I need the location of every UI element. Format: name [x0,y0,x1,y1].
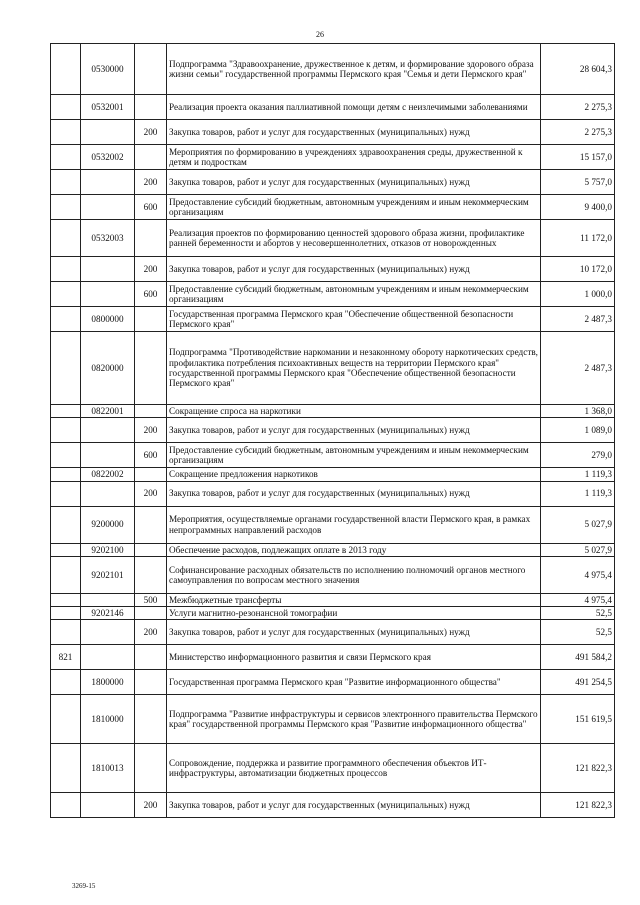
item-name-cell: Сокращение предложения наркотиков [167,468,541,481]
expense-type-code-cell [135,506,167,543]
amount-cell: 1 119,3 [541,481,615,506]
target-article-code-cell: 0532001 [81,95,135,120]
item-name-cell: Межбюджетные трансферты [167,593,541,606]
ministry-code-cell [51,307,81,332]
ministry-code-cell [51,145,81,170]
expense-type-code-cell: 500 [135,593,167,606]
item-name-cell: Обеспечение расходов, подлежащих оплате в 2013 году [167,543,541,556]
table-row [51,556,615,593]
table-row [51,220,615,257]
target-article-code-cell [81,645,135,670]
expense-type-code-cell [135,744,167,793]
expense-type-code-cell [135,695,167,744]
item-name-cell: Закупка товаров, работ и услуг для государственных (муниципальных) нужд [167,793,541,818]
ministry-code-cell [51,556,81,593]
ministry-code-cell [51,44,81,95]
item-name-cell: Софинансирование расходных обязательств по исполнению полномочий органов местного самоуправления по вопросам местного значения [167,556,541,593]
ministry-code-cell [51,405,81,418]
item-name-cell: Реализация проекта оказания паллиативной помощи детям с неизлечимыми заболеваниями [167,95,541,120]
ministry-code-cell [51,670,81,695]
table-row [51,332,615,405]
table-row [51,307,615,332]
ministry-code-cell [51,282,81,307]
expense-type-code-cell: 200 [135,418,167,443]
expense-type-code-cell: 600 [135,282,167,307]
ministry-code-cell [51,220,81,257]
target-article-code-cell: 0532002 [81,145,135,170]
table-row [51,506,615,543]
target-article-code-cell: 9202100 [81,543,135,556]
amount-cell: 121 822,3 [541,744,615,793]
target-article-code-cell: 0822002 [81,468,135,481]
table-row [51,481,615,506]
budget-table-body [51,44,615,818]
ministry-code-cell [51,468,81,481]
amount-cell: 11 172,0 [541,220,615,257]
target-article-code-cell [81,257,135,282]
ministry-code-cell: 821 [51,645,81,670]
target-article-code-cell: 1810000 [81,695,135,744]
table-row [51,593,615,606]
ministry-code-cell [51,543,81,556]
expense-type-code-cell: 600 [135,195,167,220]
expense-type-code-cell: 200 [135,620,167,645]
amount-cell: 4 975,4 [541,556,615,593]
target-article-code-cell [81,120,135,145]
target-article-code-cell [81,481,135,506]
expense-type-code-cell [135,332,167,405]
item-name-cell: Министерство информационного развития и связи Пермского края [167,645,541,670]
ministry-code-cell [51,506,81,543]
table-row [51,257,615,282]
table-row [51,443,615,468]
item-name-cell: Мероприятия, осуществляемые органами государственной власти Пермского края, в рамках непрограммных направлений расходов [167,506,541,543]
table-row [51,744,615,793]
ministry-code-cell [51,593,81,606]
expense-type-code-cell [135,645,167,670]
amount-cell: 491 584,2 [541,645,615,670]
target-article-code-cell [81,793,135,818]
amount-cell: 2 275,3 [541,120,615,145]
table-row [51,282,615,307]
target-article-code-cell: 0530000 [81,44,135,95]
ministry-code-cell [51,120,81,145]
table-row [51,607,615,620]
item-name-cell: Сопровождение, поддержка и развитие программного обеспечения объектов ИТ-инфраструктуры, автоматизации бюджетных процессов [167,744,541,793]
expense-type-code-cell [135,556,167,593]
expense-type-code-cell [135,44,167,95]
item-name-cell: Предоставление субсидий бюджетным, автономным учреждениям и иным некоммерческим организациям [167,195,541,220]
expense-type-code-cell [135,220,167,257]
item-name-cell: Предоставление субсидий бюджетным, автономным учреждениям и иным некоммерческим организациям [167,443,541,468]
amount-cell: 1 000,0 [541,282,615,307]
target-article-code-cell: 0820000 [81,332,135,405]
item-name-cell: Реализация проектов по формированию ценностей здорового образа жизни, профилактике ранней беременности и абортов у несовершеннолетних, отказов от новорожденных [167,220,541,257]
item-name-cell: Предоставление субсидий бюджетным, автономным учреждениям и иным некоммерческим организациям [167,282,541,307]
target-article-code-cell: 0532003 [81,220,135,257]
expense-type-code-cell [135,145,167,170]
item-name-cell: Сокращение спроса на наркотики [167,405,541,418]
expense-type-code-cell [135,607,167,620]
expense-type-code-cell: 200 [135,793,167,818]
target-article-code-cell: 9202101 [81,556,135,593]
item-name-cell: Подпрограмма "Противодействие наркомании и незаконному обороту наркотических средств, профилактика потребления психоактивных веществ на территории Пермского края" государственной программы Пермского края "Обеспечение общественной безопасности Пермского края" [167,332,541,405]
amount-cell: 2 487,3 [541,307,615,332]
amount-cell: 151 619,5 [541,695,615,744]
item-name-cell: Закупка товаров, работ и услуг для государственных (муниципальных) нужд [167,418,541,443]
expense-type-code-cell: 200 [135,170,167,195]
amount-cell: 4 975,4 [541,593,615,606]
table-row [51,418,615,443]
ministry-code-cell [51,332,81,405]
amount-cell: 121 822,3 [541,793,615,818]
item-name-cell: Закупка товаров, работ и услуг для государственных (муниципальных) нужд [167,170,541,195]
target-article-code-cell [81,170,135,195]
item-name-cell: Закупка товаров, работ и услуг для государственных (муниципальных) нужд [167,481,541,506]
item-name-cell: Государственная программа Пермского края "Обеспечение общественной безопасности Пермского края" [167,307,541,332]
expense-type-code-cell [135,307,167,332]
target-article-code-cell: 1800000 [81,670,135,695]
amount-cell: 9 400,0 [541,195,615,220]
item-name-cell: Услуги магнитно-резонансной томографии [167,607,541,620]
expense-type-code-cell [135,468,167,481]
expense-type-code-cell [135,543,167,556]
target-article-code-cell [81,443,135,468]
amount-cell: 5 757,0 [541,170,615,195]
expense-type-code-cell: 600 [135,443,167,468]
target-article-code-cell: 0822001 [81,405,135,418]
amount-cell: 5 027,9 [541,543,615,556]
table-row [51,120,615,145]
expense-type-code-cell: 200 [135,257,167,282]
expense-type-code-cell: 200 [135,120,167,145]
table-row [51,145,615,170]
item-name-cell: Мероприятия по формированию в учреждениях здравоохранения среды, дружественной к детям и подросткам [167,145,541,170]
ministry-code-cell [51,607,81,620]
item-name-cell: Подпрограмма "Развитие инфраструктуры и сервисов электронного правительства Пермского края" государственной программы Пермского края "Развитие информационного общества" [167,695,541,744]
amount-cell: 1 119,3 [541,468,615,481]
amount-cell: 10 172,0 [541,257,615,282]
item-name-cell: Закупка товаров, работ и услуг для государственных (муниципальных) нужд [167,257,541,282]
target-article-code-cell: 9200000 [81,506,135,543]
table-row [51,95,615,120]
amount-cell: 1 089,0 [541,418,615,443]
table-row [51,670,615,695]
table-row [51,468,615,481]
table-row [51,170,615,195]
ministry-code-cell [51,793,81,818]
target-article-code-cell: 1810013 [81,744,135,793]
amount-cell: 2 275,3 [541,95,615,120]
ministry-code-cell [51,257,81,282]
table-row [51,44,615,95]
expense-type-code-cell: 200 [135,481,167,506]
expense-type-code-cell [135,670,167,695]
ministry-code-cell [51,195,81,220]
target-article-code-cell [81,195,135,220]
target-article-code-cell [81,593,135,606]
budget-table [50,43,615,818]
amount-cell: 15 157,0 [541,145,615,170]
item-name-cell: Государственная программа Пермского края "Развитие информационного общества" [167,670,541,695]
footer-document-code: 3269-15 [72,882,96,890]
table-row [51,543,615,556]
amount-cell: 1 368,0 [541,405,615,418]
table-row [51,793,615,818]
ministry-code-cell [51,170,81,195]
amount-cell: 279,0 [541,443,615,468]
table-row [51,695,615,744]
item-name-cell: Закупка товаров, работ и услуг для государственных (муниципальных) нужд [167,620,541,645]
amount-cell: 491 254,5 [541,670,615,695]
table-row [51,195,615,220]
amount-cell: 28 604,3 [541,44,615,95]
item-name-cell: Подпрограмма "Здравоохранение, дружественное к детям, и формирование здорового образа жизни семьи" государственной программы Пермского края "Семья и дети Пермского края" [167,44,541,95]
amount-cell: 2 487,3 [541,332,615,405]
table-row [51,405,615,418]
page-number: 26 [316,30,324,39]
expense-type-code-cell [135,405,167,418]
target-article-code-cell [81,418,135,443]
amount-cell: 52,5 [541,607,615,620]
ministry-code-cell [51,695,81,744]
ministry-code-cell [51,744,81,793]
amount-cell: 52,5 [541,620,615,645]
target-article-code-cell: 0800000 [81,307,135,332]
target-article-code-cell: 9202146 [81,607,135,620]
item-name-cell: Закупка товаров, работ и услуг для государственных (муниципальных) нужд [167,120,541,145]
expense-type-code-cell [135,95,167,120]
ministry-code-cell [51,620,81,645]
table-row [51,645,615,670]
ministry-code-cell [51,443,81,468]
target-article-code-cell [81,282,135,307]
table-row [51,620,615,645]
amount-cell: 5 027,9 [541,506,615,543]
ministry-code-cell [51,418,81,443]
target-article-code-cell [81,620,135,645]
ministry-code-cell [51,95,81,120]
ministry-code-cell [51,481,81,506]
